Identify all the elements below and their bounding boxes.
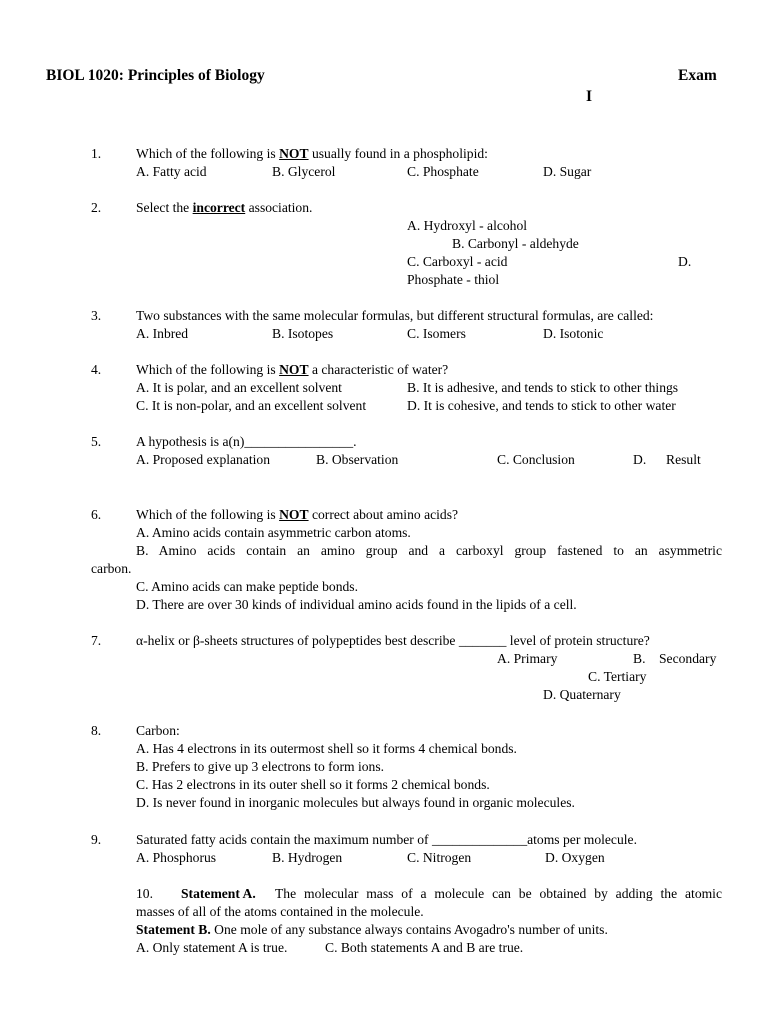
option-a: A. It is polar, and an excellent solvent [136,380,342,395]
exam-number: I [586,88,593,105]
option-c: C. Nitrogen [407,850,472,865]
exam-label: Exam [678,67,717,84]
option-c: C. It is non-polar, and an excellent solvent [136,398,367,413]
option-c: C. Tertiary [588,669,647,684]
option-c: C. Has 2 electrons in its outer shell so it forms 2 chemical bonds. [136,777,490,792]
question-number: 1. [91,146,102,161]
option-b: B. Prefers to give up 3 electrons to form ions. [136,759,385,774]
question-stem: Saturated fatty acids contain the maximum number of ______________atoms per molecule. [136,832,637,847]
option-a: A. Has 4 electrons in its outermost shell so it forms 4 chemical bonds. [136,741,517,756]
option-d: D. Isotonic [543,326,604,341]
question-number: 5. [91,434,102,449]
question-number: 7. [91,633,102,648]
option-b: B. Isotopes [272,326,334,341]
option-d: D. There are over 30 kinds of individual amino acids found in the lipids of a cell. [136,597,577,612]
statement-b-label: Statement B. [136,922,211,937]
option-c: C. Both statements A and B are true. [325,940,524,955]
question-stem: Select the incorrect association. [136,200,313,215]
option-b-cont: carbon. [91,561,132,576]
option-b: B. [633,651,646,666]
question-stem: α-helix or β-sheets structures of polypeptides best describe _______ level of protein structure? [136,633,650,648]
option-b-text: Secondary [659,651,717,666]
question-stem: Carbon: [136,723,180,738]
answer-blank: ________________ [244,434,354,449]
option-a: A. Fatty acid [136,164,207,179]
option-a: A. Amino acids contain asymmetric carbon atoms. [136,525,411,540]
question-number: 4. [91,362,102,377]
option-d: D. It is cohesive, and tends to stick to other water [407,398,676,413]
course-title: BIOL 1020: Principles of Biology [46,67,265,84]
statement-b-text: One mole of any substance always contains Avogadro's number of units. [210,922,608,937]
statement-a-text: The molecular mass of a molecule can be obtained by adding the atomic [275,886,722,901]
option-d: D. [633,452,647,467]
question-stem: Which of the following is NOT a characteristic of water? [136,362,449,377]
option-c: C. Carboxyl - acid [407,254,508,269]
option-a: A. Inbred [136,326,189,341]
question-number: 2. [91,200,102,215]
question-stem: Which of the following is NOT usually found in a phospholipid: [136,146,488,161]
option-a: A. Primary [497,651,558,666]
option-a: A. Only statement A is true. [136,940,288,955]
option-a: A. Proposed explanation [136,452,271,467]
option-a: A. Hydroxyl - alcohol [407,218,528,233]
option-d: D. [678,254,692,269]
option-b: B. Carbonyl - aldehyde [452,236,579,251]
question-number: 3. [91,308,102,323]
option-d: D. Sugar [543,164,592,179]
statement-a-cont: masses of all of the atoms contained in the molecule. [136,904,424,919]
option-b: B. Observation [316,452,399,467]
question-number: 10. [136,886,153,901]
option-b: B. Glycerol [272,164,336,179]
option-d-text: Result [666,452,701,467]
option-d-text: Phosphate - thiol [407,272,500,287]
question-number: 9. [91,832,102,847]
option-b: B. It is adhesive, and tends to stick to other things [407,380,679,395]
question-number: 6. [91,507,102,522]
option-d: D. Is never found in inorganic molecules but always found in organic molecules. [136,795,575,810]
option-b: B. Hydrogen [272,850,343,865]
option-c: C. Conclusion [497,452,575,467]
option-b: B. Amino acids contain an amino group and a carboxyl group fastened to an asymmetric [136,543,722,558]
option-d: D. Quaternary [543,687,621,702]
question-number: 8. [91,723,102,738]
question-stem: A hypothesis is a(n)________________. [136,434,357,449]
option-a: A. Phosphorus [136,850,217,865]
option-d: D. Oxygen [545,850,605,865]
option-c: C. Phosphate [407,164,479,179]
question-stem: Which of the following is NOT correct about amino acids? [136,507,459,522]
option-c: C. Amino acids can make peptide bonds. [136,579,358,594]
answer-blank: ______________ [431,832,528,847]
option-c: C. Isomers [407,326,466,341]
question-stem: Two substances with the same molecular formulas, but different structural formulas, are called: [136,308,654,323]
statement-a-label: Statement A. [181,886,256,901]
statement-b [136,921,608,939]
